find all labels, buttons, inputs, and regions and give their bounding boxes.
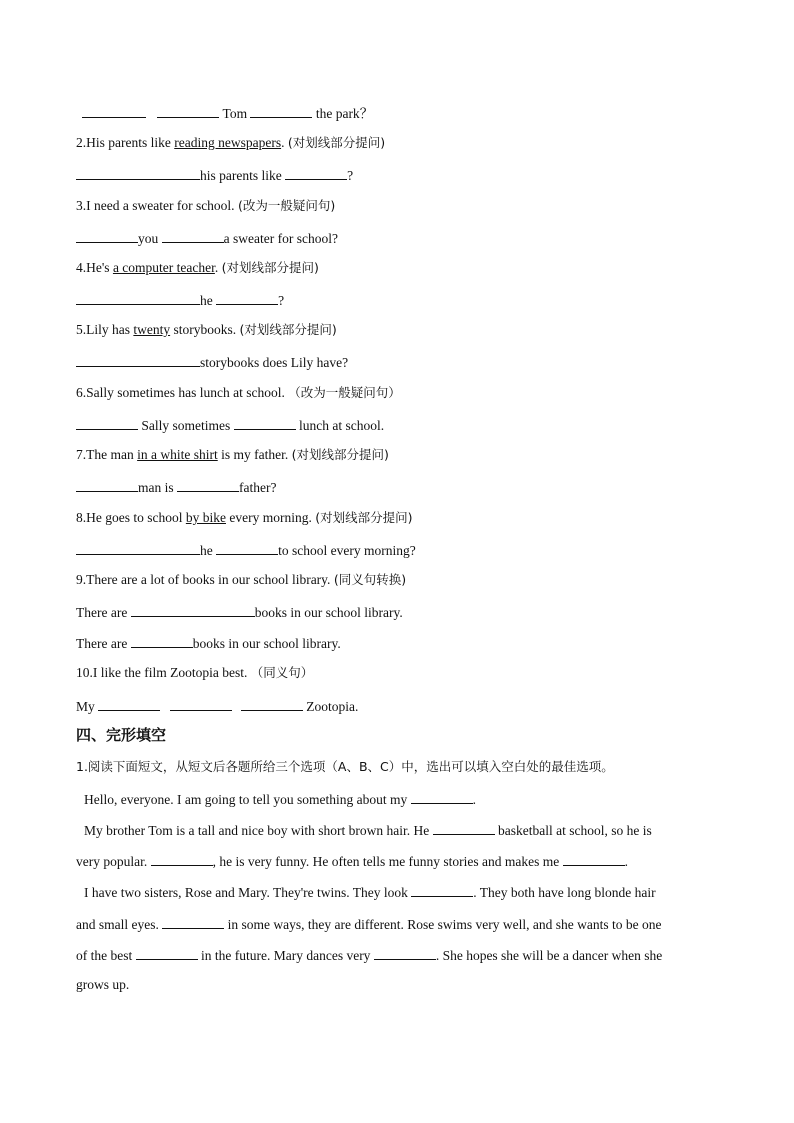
line-text: storybooks does Lily have? [200,355,349,370]
answer-blank[interactable] [250,103,312,118]
passage-line [76,851,628,871]
question-10 [76,664,313,682]
answer-blank[interactable] [131,602,255,617]
answer-blank[interactable] [177,477,239,492]
answer-line-7 [76,477,276,497]
instruction-text: (对划线部分提问) [221,260,319,275]
underlined-part: a computer teacher [112,260,215,275]
question-text: 3.I need a sweater for school. [76,198,238,213]
line-text: books in our school library. [192,636,341,651]
line-text: My [76,699,95,714]
instruction-text: (同义句转换) [333,572,407,587]
answer-line-4 [76,290,284,310]
line-text: the park [315,106,360,121]
cloze-blank[interactable] [162,914,224,929]
answer-blank[interactable] [234,415,296,430]
line-text: he [200,543,213,558]
line-q1-answer [82,103,373,123]
answer-line-6 [76,415,384,435]
answer-blank[interactable] [82,103,146,118]
line-text: Tom [222,106,248,121]
question-text: 2.His parents like [76,135,175,150]
answer-blank[interactable] [76,228,138,243]
underlined-part: by bike [185,510,226,525]
question-7 [76,446,389,464]
cloze-blank[interactable] [374,945,436,960]
passage-text: very popular. [76,854,148,869]
answer-blank[interactable] [241,696,303,711]
line-text: books in our school library. [254,605,403,620]
passage-text: in some ways, they are different. Rose swims very well, and she wants to be one [227,917,662,932]
passage-text: and small eyes. [76,917,159,932]
passage-text: , he is very funny. He often tells me funny stories and makes me [212,854,560,869]
instruction-text: （同义句） [250,665,314,680]
cloze-blank[interactable] [411,882,473,897]
passage-text: Hello, everyone. I am going to tell you something about my [84,792,408,807]
question-3 [76,197,335,215]
line-text: man is [138,480,174,495]
underlined-part: twenty [133,322,171,337]
question-text: . [281,135,288,150]
answer-blank[interactable] [216,540,278,555]
line-text: Zootopia. [306,699,359,714]
answer-line-10 [76,696,358,716]
answer-blank[interactable] [216,290,278,305]
question-text: storybooks. [170,322,240,337]
line-text: ？ [359,106,374,121]
answer-blank[interactable] [76,477,138,492]
question-text: 5.Lily has [76,322,134,337]
passage-line [76,945,662,965]
line-text: he [200,293,213,308]
question-text: 4.He's [76,260,113,275]
answer-blank[interactable] [98,696,160,711]
cloze-instructions: 1.阅读下面短文，从短文后各题所给三个选项（A、B、C）中，选出可以填入空白处的最佳选项。 [76,759,614,774]
line-text: lunch at school. [299,418,385,433]
instruction-text: (对划线部分提问) [287,135,386,150]
answer-blank[interactable] [131,633,193,648]
cloze-blank[interactable] [563,851,625,866]
answer-blank[interactable] [157,103,219,118]
question-6 [76,384,401,402]
instruction-text: (对划线部分提问) [315,510,413,525]
question-text: . [214,260,222,275]
answer-line-3 [76,228,338,248]
question-text: 6.Sally sometimes has lunch at school. [76,385,289,400]
cloze-blank[interactable] [151,851,213,866]
passage-text: basketball at school, so he is [498,823,652,838]
instruction-text: (对划线部分提问) [239,322,337,337]
question-text: 10.I like the film Zootopia best. [76,665,251,680]
answer-blank[interactable] [285,165,347,180]
answer-line-9a [76,602,403,622]
question-text: 9.There are a lot of books in our school library. [76,572,334,587]
question-text: 7.The man [76,447,138,462]
question-text: 8.He goes to school [76,510,186,525]
question-2 [76,134,385,152]
section-heading: 四、完形填空 [76,726,167,744]
answer-line-9b [76,633,341,653]
line-text: Sally sometimes [141,418,231,433]
line-text: There are [76,636,128,651]
passage-line [84,820,652,840]
question-4 [76,259,319,277]
passage-text: in the future. Mary dances very [201,948,371,963]
question-text: is my father. [217,447,292,462]
answer-blank[interactable] [76,415,138,430]
answer-blank[interactable] [76,165,200,180]
passage-text: of the best [76,948,133,963]
line-text: to school every morning? [278,543,416,558]
underlined-part: reading newspapers [174,135,282,150]
answer-blank[interactable] [76,540,200,555]
question-5 [76,321,337,339]
question-9 [76,571,406,589]
answer-line-5 [76,352,348,372]
instruction-text: (对划线部分提问) [291,447,389,462]
cloze-blank[interactable] [136,945,198,960]
line-text: ? [347,168,354,183]
cloze-blank[interactable] [433,820,495,835]
passage-line [84,882,656,902]
underlined-part: in a white shirt [137,447,218,462]
passage-line [76,914,662,934]
instruction-text: （改为一般疑问句） [288,385,401,400]
passage-line [76,976,129,994]
answer-blank[interactable] [76,290,200,305]
passage-line [84,789,476,809]
line-text: a sweater for school? [223,231,338,246]
passage-text: . [624,854,629,869]
answer-blank[interactable] [76,352,200,367]
passage-text: My brother Tom is a tall and nice boy with short brown hair. He [84,823,430,838]
passage-text: . They both have long blonde hair [473,885,656,900]
passage-text: I have two sisters, Rose and Mary. They're twins. They look [84,885,408,900]
line-text: father? [239,480,277,495]
cloze-blank[interactable] [411,789,473,804]
passage-text: . [472,792,476,807]
instruction-text: (改为一般疑问句) [237,198,336,213]
passage-text: . She hopes she will be a dancer when she [435,948,663,963]
answer-line-8 [76,540,416,560]
question-text: every morning. [225,510,316,525]
line-text: ? [278,293,285,308]
question-8 [76,509,412,527]
answer-blank[interactable] [162,228,224,243]
line-text: you [138,231,159,246]
line-text: There are [76,605,128,620]
answer-blank[interactable] [170,696,232,711]
answer-line-2 [76,165,353,185]
line-text: his parents like [200,168,282,183]
passage-text: grows up. [76,977,130,992]
